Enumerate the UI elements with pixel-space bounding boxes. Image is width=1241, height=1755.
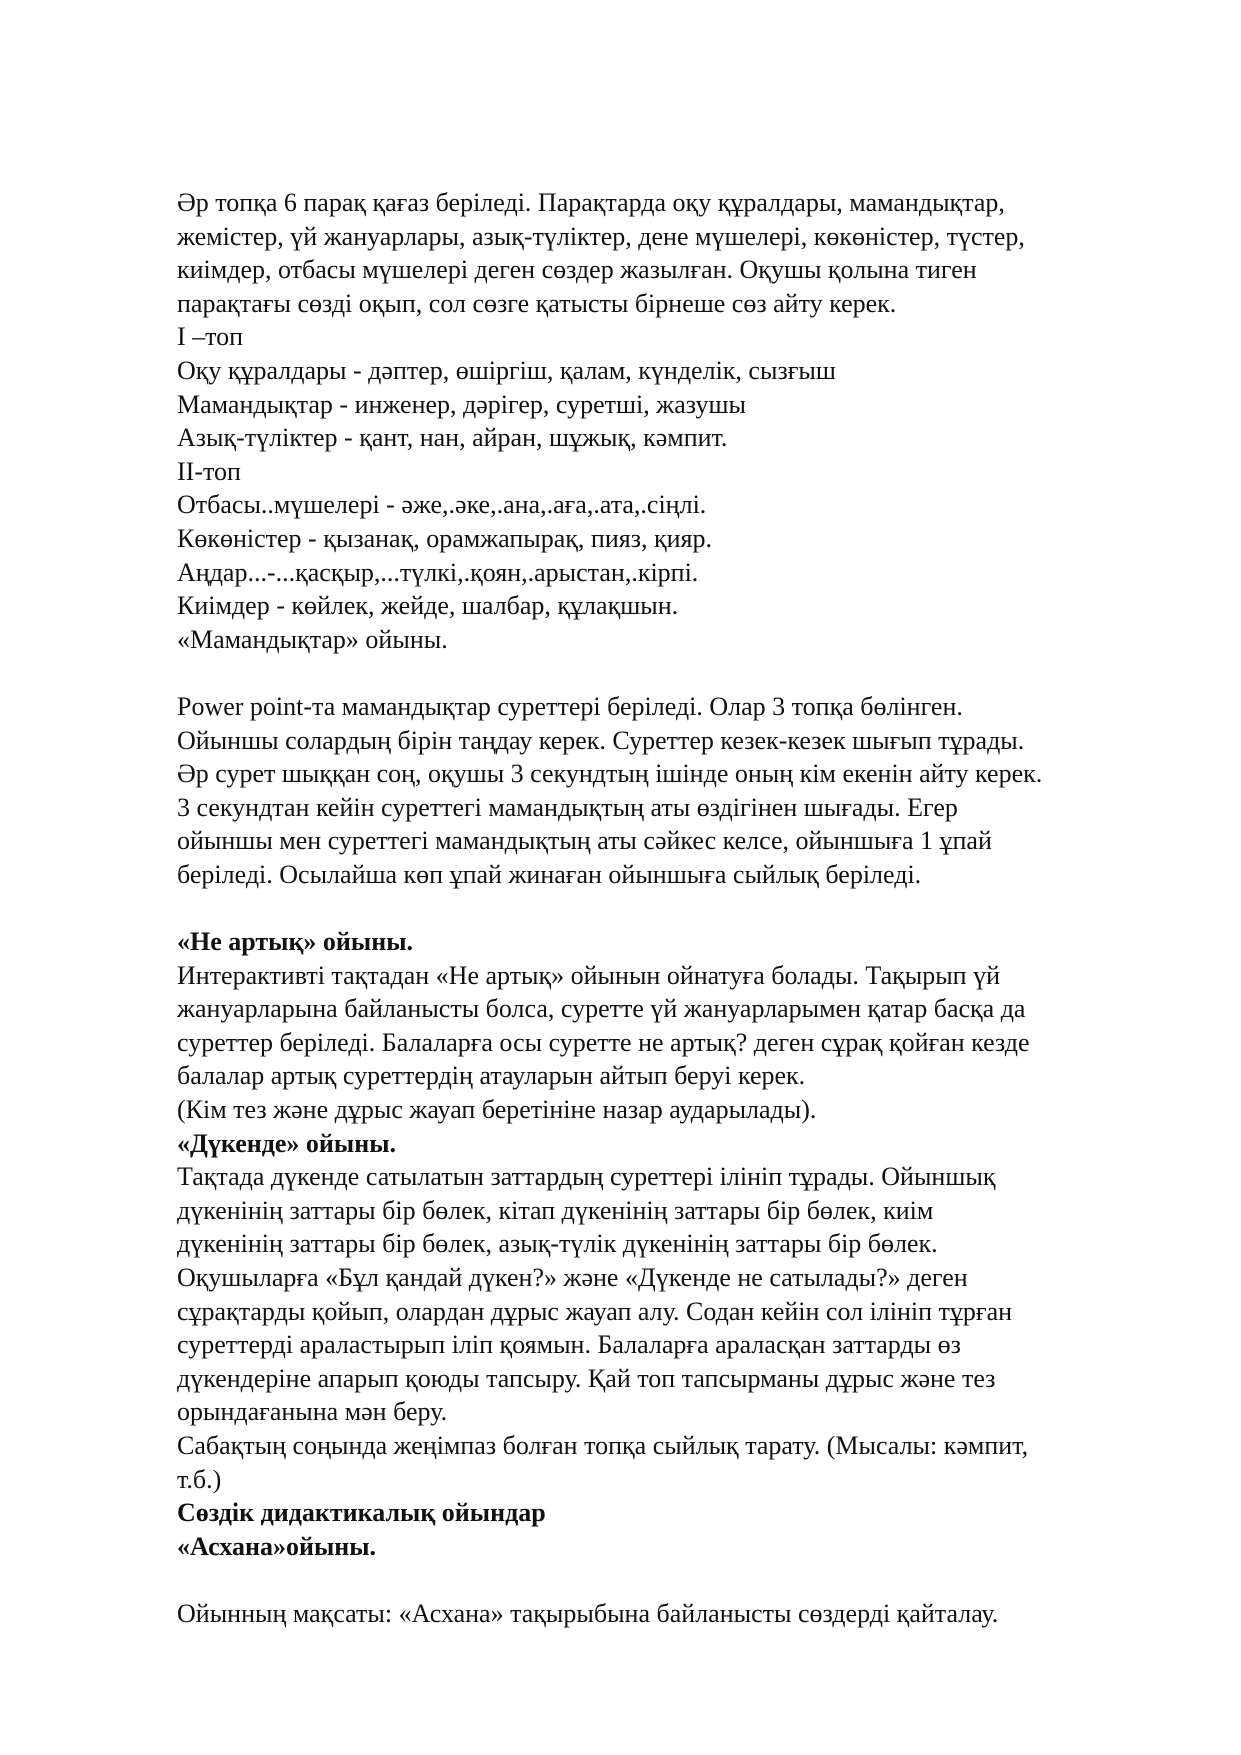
group1-item: Мамандықтар - инженер, дәрігер, суретші, жазушы: [177, 389, 746, 419]
game3-line: суреттерді араластырып іліп қоямын. Балаларға араласқан заттарды өз: [177, 1330, 961, 1360]
group1-list: [177, 354, 1177, 455]
section-title: Сөздік дидактикалық ойындар: [177, 1498, 546, 1528]
game2-line: балалар артық суреттердің атауларын айтып беруі керек.: [177, 1061, 806, 1091]
group2-item: Аңдар...-...қасқыр,...түлкі,.қоян,.арыстан,.кірпі.: [177, 557, 699, 587]
game3-line: Оқушыларға «Бұл қандай дүкен?» және «Дүкенде не сатылады?» деген: [177, 1263, 968, 1292]
group2-list: [177, 488, 1177, 622]
game2-line: Интерактивті тақтадан «Не артық» ойынын ойнатуға болады. Тақырып үй: [177, 960, 1001, 990]
group1-item: Азық-түліктер - қант, нан, айран, шұжық, кәмпит.: [177, 423, 728, 453]
group2-item: Киімдер - көйлек, жейде, шалбар, құлақшын.: [177, 591, 679, 621]
intro-line: киімдер, отбасы мүшелері деген сөздер жазылған. Оқушы қолына тиген: [177, 255, 977, 285]
game4-title: «Асхана»ойыны.: [177, 1531, 377, 1561]
game3-paragraph: [177, 1160, 1177, 1496]
group1-title: I –топ: [177, 322, 244, 352]
game3-title: «Дүкенде» ойыны.: [177, 1128, 396, 1158]
game2-line: (Кім тез және дұрыс жауап беретініне назар аударылады).: [177, 1095, 817, 1125]
game1-paragraph: [177, 690, 1177, 892]
group1-item: Оқу құралдары - дәптер, өшіргіш, қалам, күнделік, сызғыш: [177, 355, 836, 385]
blank-line: [177, 1563, 1177, 1597]
game3-line: орындағанына мән беру.: [177, 1397, 448, 1427]
blank-line: [177, 656, 1177, 690]
game2-title: «Не артық» ойыны.: [177, 927, 413, 957]
game3-line: дүкенінің заттары бір бөлек, азық-түлік дүкенінің заттары бір бөлек.: [177, 1229, 938, 1259]
blank-line: [177, 891, 1177, 925]
game1-line: Ойыншы солардың бірін таңдау керек. Суреттер кезек-кезек шығып тұрады.: [177, 725, 1025, 755]
group2-title: II-топ: [177, 456, 241, 486]
game1-line: Power point-та мамандықтар суреттері беріледі. Олар 3 топқа бөлінген.: [177, 691, 963, 721]
game1-title: «Мамандықтар» ойыны.: [177, 624, 448, 654]
game2-line: жануарларына байланысты болса, суретте үй жануарларымен қатар басқа да: [177, 994, 1026, 1024]
game1-line: 3 секундтан кейін суреттегі мамандықтың аты өздігінен шығады. Егер: [177, 792, 958, 822]
game1-line: ойыншы мен суреттегі мамандықтың аты сәйкес келсе, ойыншыға 1 ұпай: [177, 826, 992, 856]
document-page: [177, 186, 1177, 1631]
group2-item: Отбасы..мүшелері - әже,.әке,.ана,.аға,.ата,.сіңлі.: [177, 490, 707, 520]
intro-paragraph: [177, 186, 1177, 320]
intro-line: жемістер, үй жануарлары, азық-түліктер, дене мүшелері, көкөністер, түстер,: [177, 221, 1025, 251]
game1-line: Әр сурет шыққан соң, оқушы 3 секундтың ішінде оның кім екенін айту керек.: [177, 759, 1043, 789]
group2-item: Көкөністер - қызанақ, орамжапырақ, пияз, қияр.: [177, 523, 712, 553]
intro-line: Әр топқа 6 парақ қағаз беріледі. Парақтарда оқу құралдары, мамандықтар,: [177, 188, 1005, 217]
intro-line: парақтағы сөзді оқып, сол сөзге қатысты бірнеше сөз айту керек.: [177, 288, 897, 318]
game3-line: сұрақтарды қойып, олардан дұрыс жауап алу. Содан кейін сол ілініп тұрған: [177, 1296, 1013, 1326]
game3-line: Тақтада дүкенде сатылатын заттардың суреттері ілініп тұрады. Ойыншық: [177, 1162, 996, 1192]
game3-line: т.б.): [177, 1464, 222, 1494]
game2-paragraph: [177, 959, 1177, 1127]
game3-line: дүкенінің заттары бір бөлек, кітап дүкенінің заттары бір бөлек, киім: [177, 1195, 934, 1225]
game3-line: дүкендеріне апарып қоюды тапсыру. Қай топ тапсырманы дұрыс және тез: [177, 1363, 996, 1393]
game4-line: Ойынның мақсаты: «Асхана» тақырыбына байланысты сөздерді қайталау.: [177, 1598, 999, 1628]
game4-paragraph: [177, 1597, 1177, 1631]
game2-line: суреттер беріледі. Балаларға осы суретте не артық? деген сұрақ қойған кезде: [177, 1027, 1030, 1057]
game3-line: Сабақтың соңында жеңімпаз болған топқа сыйлық тарату. (Мысалы: кәмпит,: [177, 1430, 1029, 1460]
game1-line: беріледі. Осылайша көп ұпай жинаған ойыншыға сыйлық беріледі.: [177, 859, 922, 889]
